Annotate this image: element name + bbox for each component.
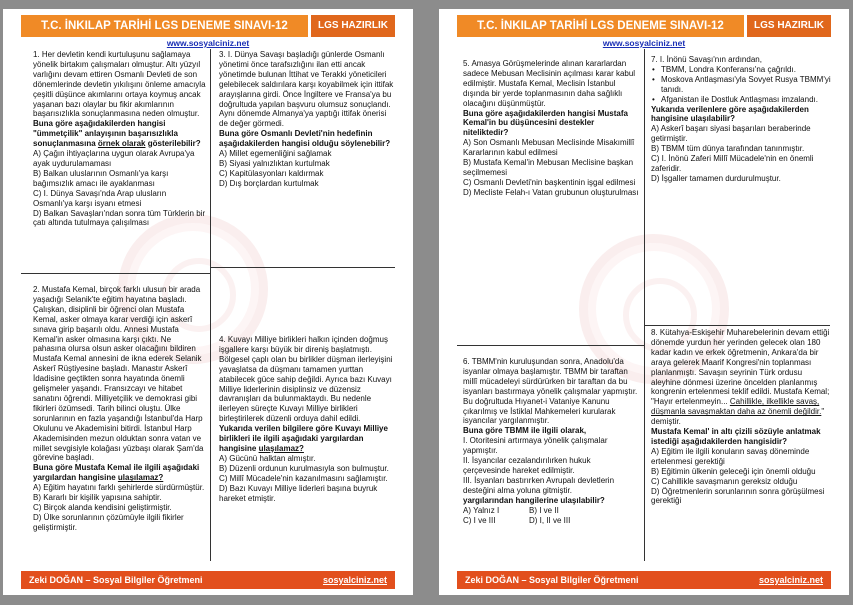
question-prompt: Buna göre aşağıdakilerden hangisi Mustafa Kemal'in bu düşüncesini destekler niteliktedir?	[463, 108, 628, 138]
option-d[interactable]: D) Mecliste Felah-ı Vatan grubunun oluşturulması	[463, 187, 639, 197]
footer-author: Zeki DOĞAN – Sosyal Bilgiler Öğretmeni	[29, 575, 203, 585]
statement-iii: III. İsyanları bastırırken Avrupalı devletlerin desteğini alma yoluna gitmiştir.	[463, 475, 615, 495]
question-prompt: Buna göre TBMM ile ilgili olarak,	[463, 426, 587, 436]
option-c[interactable]: C) I ve III	[463, 515, 496, 525]
option-c[interactable]: C) I. İnönü Zaferi Millî Mücadele'nin en önemli zaferidir.	[651, 154, 814, 173]
question-text: 6. TBMM'nin kuruluşundan sonra, Anadolu'da isyanlar olmaya başlamıştır. TBMM bir taraftan millî mücadeleyi sürdürürken bir taraftan da bu isyanları bastırmaya yönelik çalışmalar yapmıştır. Bu doğrultuda Hıyanet-i Vataniye Kanunu çıkarılmış ve İstiklal Mahkemeleri kurularak isyancılar yargılanmıştır.	[463, 357, 638, 426]
footer-site-link[interactable]: sosyalciniz.net	[758, 575, 823, 585]
page-header	[21, 15, 395, 37]
options-grid	[463, 506, 639, 526]
website-link[interactable]: www.sosyalciniz.net	[602, 38, 686, 48]
statement-ii: II. İsyancılar cezalandırılırken hukuk çerçevesinde hareket edilmiştir.	[463, 456, 591, 475]
option-c[interactable]: C) Kapitülasyonları kaldırmak	[219, 168, 324, 178]
list-item: • TBMM, Londra Konferansı'na çağrıldı.	[651, 65, 831, 75]
statement-i: I. Otoritesini artırmaya yönelik çalışmalar yapmıştır.	[463, 436, 608, 456]
exam-title: T.C. İNKILAP TARİHİ LGS DENEME SINAVI-12	[21, 15, 308, 37]
option-a[interactable]: A) Son Osmanlı Mebusan Meclisinde Misakımillî Kararlarının kabul edilmesi	[463, 138, 635, 158]
question-divider	[210, 267, 395, 268]
option-a[interactable]: A) Eğitim ile ilgili konuların savaş döneminde ertelenmesi gerektiği	[651, 446, 810, 466]
question-prompt: Buna göre Mustafa Kemal ile ilgili aşağıdaki yargılardan hangisine ulaşılamaz?	[33, 463, 200, 483]
question-intro: 7. I. İnönü Savaşı'nın ardından,	[651, 55, 762, 64]
column-divider	[644, 49, 645, 561]
option-b[interactable]: B) Balkan uluslarının Osmanlı'ya karşı bağımsızlık amacı ile ayaklanması	[33, 168, 169, 188]
question-text: 8. Kütahya-Eskişehir Muharebelerinin devam ettiği dönemde yurdun her yerinden gelecek olan 180 kadar kadın ve erkek öğretmenin, Ankara'da bir araya gelerek Maarif Kongresi'nin toplanması planlanmıştı. Savaşın seyrinin Türk ordusu aleyhine dönmesi üzerine öncelden planlanmış kongrenin ertelenmesi teklif edildi. Mustafa Kemal; "Hayır ertelenmeyin... Cahillikle, ilkellikle savaş, düşmanla savaşmaktan daha az önemli değildir." demiştir.	[651, 328, 830, 427]
question-3	[219, 50, 395, 189]
option-c[interactable]: C) Millî Mücadele'nin kazanılmasını sağlamıştır.	[219, 473, 388, 483]
option-a[interactable]: A) Çağın ihtiyaçlarına uygun olarak Avrupa'ya ayak uydurulamaması	[33, 149, 195, 168]
option-b[interactable]: B) Siyasi yalnızlıktan kurtulmak	[219, 158, 330, 168]
page-header	[457, 15, 831, 37]
question-prompt: Buna göre aşağıdakilerden hangisi "ümmetçilik" anlayışının başarısızlıkla sonuçlanmasına örnek olarak gösterilebilir?	[33, 119, 201, 149]
question-2	[33, 285, 206, 533]
question-7	[651, 55, 831, 184]
option-a[interactable]: A) Askerî başarı siyasi başarıları beraberinde getirmiştir.	[651, 124, 811, 144]
option-c[interactable]: C) Birçok alanda kendisini geliştirmiştir.	[33, 502, 172, 512]
option-c[interactable]: C) Cahillikle savaşmanın gereksiz olduğu	[651, 476, 798, 486]
option-d[interactable]: D) Bazı Kuvayı Milliye liderleri başına buyruk hareket etmiştir.	[219, 483, 378, 503]
page-footer	[21, 571, 395, 589]
option-b[interactable]: B) Mustafa Kemal'in Mebusan Meclisine başkan seçilmemesi	[463, 158, 634, 177]
option-b[interactable]: B) I ve II	[529, 505, 559, 515]
question-text: 3. I. Dünya Savaşı başladığı günlerde Osmanlı yönetimi önce tarafsızlığını ilan etti ancak yönetimde bulunan İttihat ve Terakki yöneticileri gelebilecek saldırılara karşı koyabilmek için ittifak arayışlarına girdi. Önce İngiltere ve Fransa'ya bu doğrultuda yapılan başvuru olumsuz sonuçlandı. Aynı dönemde Almanya'ya yaptığı ittifak önerisi de değer görmedi.	[219, 50, 394, 129]
question-prompt: Yukarıda verilen bilgilere göre Kuvayı Milliye birlikleri ile ilgili aşağıdaki yargılardan hangisine ulaşılamaz?	[219, 424, 388, 453]
question-divider	[644, 325, 830, 326]
question-6	[463, 357, 639, 525]
website-link[interactable]: www.sosyalciniz.net	[166, 38, 250, 48]
option-d[interactable]: D) Öğretmenlerin sorunlarının sonra görüşülmesi gerektiği	[651, 486, 825, 506]
option-a[interactable]: A) Millet egemenliğini sağlamak	[219, 149, 332, 159]
question-prompt: Mustafa Kemal' in altı çizili sözüyle anlatmak istediği aşağıdakilerden hangisidir?	[651, 427, 821, 446]
option-b[interactable]: B) Eğitimin ülkenin geleceği için önemli olduğu	[651, 466, 816, 476]
left-page	[3, 9, 413, 595]
option-d[interactable]: D) Balkan Savaşları'ndan sonra tüm Türklerin bir çatı altında tutulmaya çalışılması	[33, 208, 206, 228]
exam-tag: LGS HAZIRLIK	[747, 15, 831, 37]
question-divider	[21, 273, 210, 274]
option-b[interactable]: B) TBMM tüm dünya tarafından tanınmıştır.	[651, 144, 805, 154]
option-c[interactable]: C) Osmanlı Devleti'nin başkentinin işgal edilmesi	[463, 177, 636, 187]
right-page	[439, 9, 849, 595]
exam-title: T.C. İNKILAP TARİHİ LGS DENEME SINAVI-12	[457, 15, 744, 37]
question-prompt: Yukarıda verilenlere göre aşağıdakilerden hangisine ulaşılabilir?	[651, 104, 809, 124]
option-d[interactable]: D) İşgaller tamamen durdurulmuştur.	[651, 173, 781, 183]
question-text: 4. Kuvayı Milliye birlikleri halkın içinden doğmuş işgallere karşı büyük bir direniş başlatmıştı. Bölgesel çaplı olan bu birlikler düşman ilerleyişini yavaşlatsa da düşmanı tamamen yurttan atabilecek güce sahip değildi. Ayrıca bazı Kuvayı Milliye liderlerinin disiplinsiz ve düzensiz davranışları da bulunmaktaydı. Bu nedenle ilerleyen süreçte Kuvayı Milliye birlikleri birleştirilerek düzenli orduya dahil edildi.	[219, 335, 393, 424]
question-text: 5. Amasya Görüşmelerinde alınan kararlardan sadece Mebusan Meclisinin açılması karar kabul edilmiştir. Mustafa Kemal, Meclisin İstanbul dışında bir yerde toplanmasının daha sağlıklı olacağını düşünmüştür.	[463, 59, 636, 108]
option-d[interactable]: D) I, II ve III	[529, 515, 571, 525]
option-d[interactable]: D) Ülke sorunlarının çözümüyle ilgili fikirler geliştirmiştir.	[33, 512, 184, 532]
question-text: 2. Mustafa Kemal, birçok farklı ulusun bir arada yaşadığı Selanik'te eğitim hayatına başladı. Çalışkan, disiplinli bir öğrenci olan Mustafa Kemal, asker olmaya karar verdiği için askerî sınava girip başarılı oldu. Annesi Mustafa Kemal'in asker olmasına karşı çıktı. Ne pahasına olursa olsun asker olacağını bildiren Mustafa Kemal annesini de ikna ederek Selanik Askerî Rüştiyesine başladı. Manastır Askerî İdadisine geçtikten sonra hayatında önemli gelişmeler yaşandı. Fransızcayı ve hitabet sanatını öğrendi. Milliyetçilik ve demokrasi gibi fikirleri özümsedi. Tarih bilinci oluştu. Ülke sorunlarının en fazla yaşandığı İstanbul'da Harp Okulunu ve Akademisini bitirdi. İstanbul Harp Akademisinden mezun olduktan sonra vatan ve millet sevgisiyle kolağası yüzbaşı olarak Şam'da görevine başladı.	[33, 285, 204, 463]
question-text: 1. Her devletin kendi kurtuluşunu sağlamaya yönelik birtakım çalışmaları olmuştur. Altı yüzyıl varlığını devam ettiren Osmanlı Devleti de son dönemlerinde devletin yıkılışını önleme amacıyla çeşitli düşünce akımlarını ortaya koymuş ancak yaşanan bazı olaylar bu fikir akımlarının başarısızlıkla sonuçlanmasına neden olmuştur.	[33, 50, 206, 119]
option-c[interactable]: C) I. Dünya Savaşı'nda Arap ulusların Osmanlı'ya karşı isyanı etmesi	[33, 188, 167, 208]
question-1	[33, 50, 206, 228]
exam-tag: LGS HAZIRLIK	[311, 15, 395, 37]
column-divider	[210, 49, 211, 561]
list-item: • Afganistan ile Dostluk Antlaşması imzalandı.	[651, 95, 831, 105]
option-a[interactable]: A) Yalnız I	[463, 505, 500, 515]
question-4	[219, 335, 395, 503]
footer-site-link[interactable]: sosyalciniz.net	[322, 575, 387, 585]
page-footer	[457, 571, 831, 589]
question-8	[651, 328, 831, 506]
option-a[interactable]: A) Eğitim hayatını farklı şehirlerde sürdürmüştür.	[33, 483, 205, 493]
question-prompt: Buna göre Osmanlı Devleti'nin hedefinin aşağıdakilerden hangisi olduğu söylenebilir?	[219, 129, 391, 149]
list-item: • Moskova Antlaşması'yla Sovyet Rusya TBMM'yi tanıdı.	[651, 75, 831, 95]
option-a[interactable]: A) Gücünü halktan almıştır.	[219, 453, 316, 463]
option-d[interactable]: D) Dış borçlardan kurtulmak	[219, 178, 319, 188]
question-divider	[457, 345, 644, 346]
footer-author: Zeki DOĞAN – Sosyal Bilgiler Öğretmeni	[465, 575, 639, 585]
option-b[interactable]: B) Düzenli ordunun kurulmasıyla son bulmuştur.	[219, 463, 389, 473]
question-5	[463, 59, 639, 198]
question-prompt-2: yargılarından hangilerine ulaşılabilir?	[463, 495, 605, 505]
option-b[interactable]: B) Kararlı bir kişilik yapısına sahiptir.	[33, 493, 162, 503]
